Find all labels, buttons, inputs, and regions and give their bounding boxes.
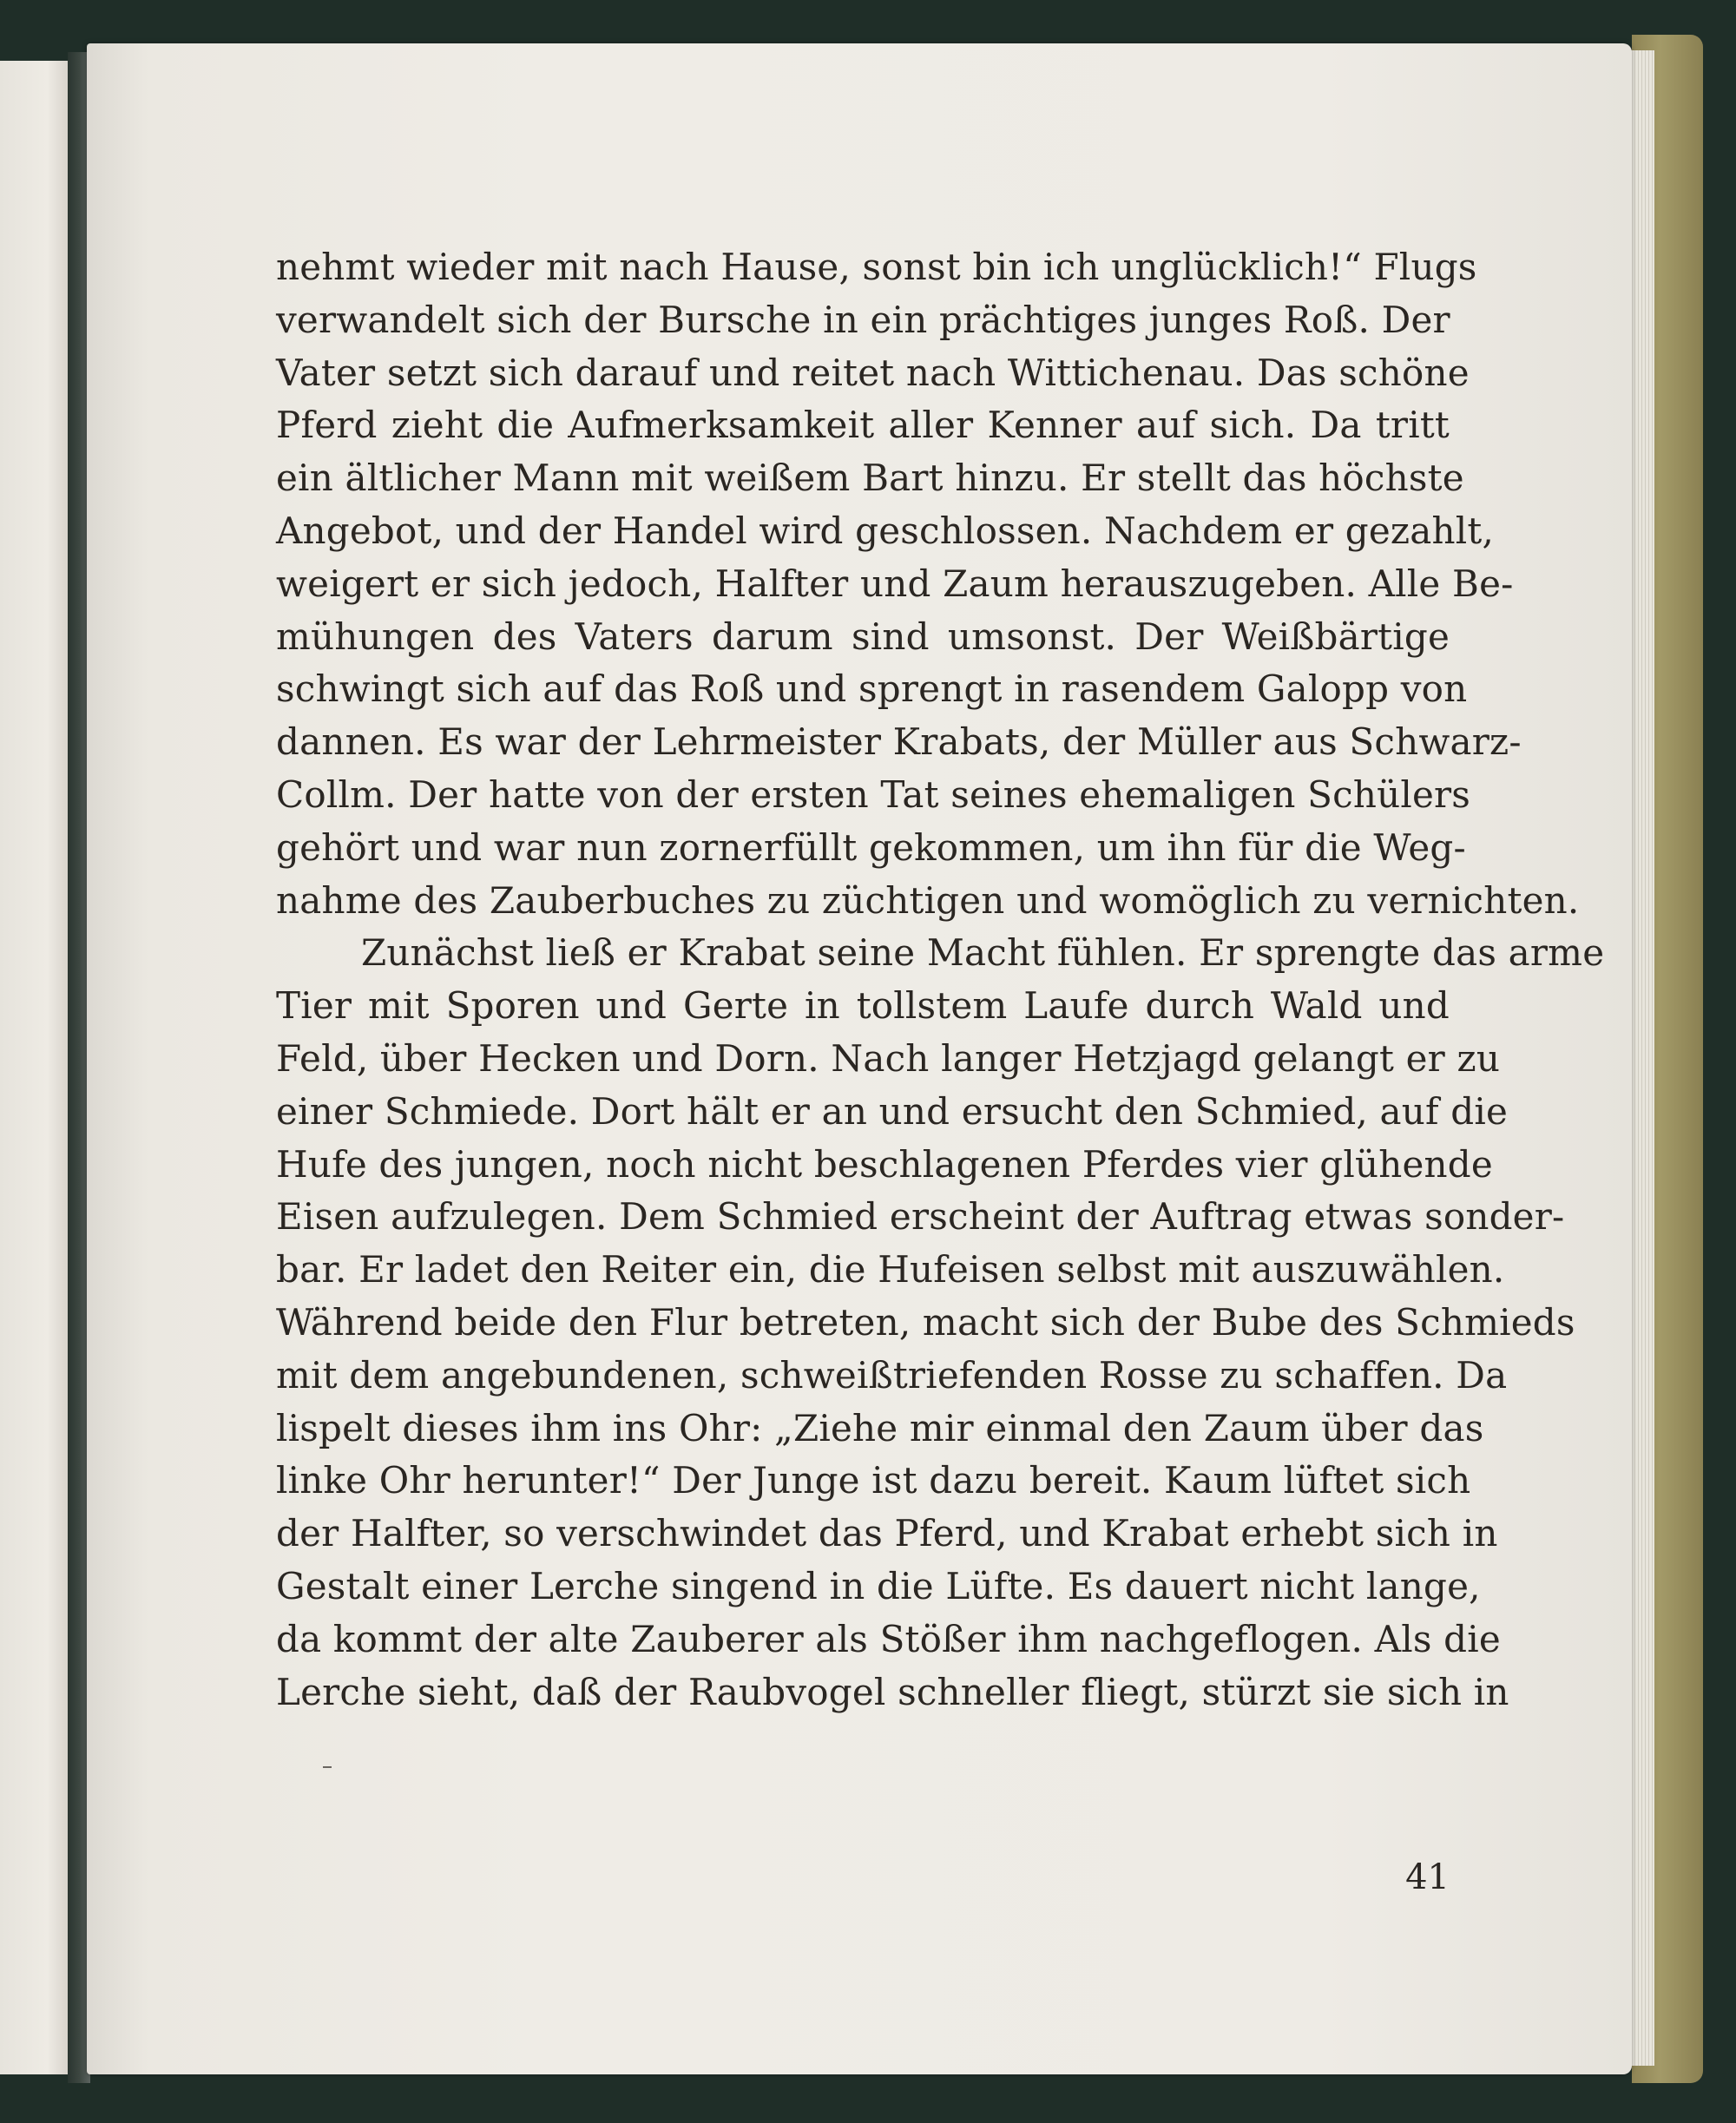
text-line: Vater setzt sich darauf und reitet nach Wittichenau. Das schöne	[276, 351, 1470, 394]
page-number: 41	[1405, 1857, 1450, 1897]
text-line: mühungen des Vaters darum sind umsonst. Der Weißbärtige	[276, 615, 1450, 658]
text-line: lispelt dieses ihm ins Ohr: „Ziehe mir einmal den Zaum über das	[276, 1406, 1484, 1449]
text-line: Eisen aufzulegen. Dem Schmied erscheint der Auftrag etwas sonder-	[276, 1195, 1565, 1239]
text-line: ein ältlicher Mann mit weißem Bart hinzu. Er stellt das höchste	[276, 457, 1464, 500]
text-line: Hufe des jungen, noch nicht beschlagenen Pferdes vier glühende	[276, 1142, 1493, 1186]
text-line: mit dem angebundenen, schweißtriefenden Rosse zu schaffen. Da	[276, 1353, 1508, 1397]
text-line: Feld, über Hecken und Dorn. Nach langer Hetzjagd gelangt er zu	[276, 1036, 1501, 1080]
text-line: weigert er sich jedoch, Halfter und Zaum herauszugeben. Alle Be-	[276, 562, 1514, 605]
text-line: da kommt der alte Zauberer als Stößer ihm nachgeflogen. Als die	[276, 1617, 1501, 1660]
margin-mark	[323, 1766, 332, 1768]
text-line: Angebot, und der Handel wird geschlossen. Nachdem er gezahlt,	[276, 509, 1494, 552]
text-line: schwingt sich auf das Roß und sprengt in rasendem Galopp von	[276, 667, 1468, 711]
text-line: verwandelt sich der Bursche in ein prächtiges junges Roß. Der	[276, 298, 1450, 341]
text-line: gehört und war nun zornerfüllt gekommen, um ihn für die Weg-	[276, 825, 1466, 869]
text-line: Während beide den Flur betreten, macht sich der Bube des Schmieds	[276, 1300, 1575, 1344]
text-line: Pferd zieht die Aufmerksamkeit aller Kenner auf sich. Da tritt	[276, 404, 1450, 447]
text-line: Gestalt einer Lerche singend in die Lüfte. Es dauert nicht lange,	[276, 1564, 1481, 1607]
text-line: nehmt wieder mit nach Hause, sonst bin ich unglücklich!“ Flugs	[276, 246, 1477, 288]
body-text	[276, 241, 1605, 1719]
text-line: linke Ohr herunter!“ Der Junge ist dazu bereit. Kaum lüftet sich	[276, 1459, 1471, 1502]
text-line: Lerche sieht, daß der Raubvogel schneller fliegt, stürzt sie sich in	[276, 1670, 1509, 1713]
text-line: der Halfter, so verschwindet das Pferd, und Krabat erhebt sich in	[276, 1512, 1498, 1555]
left-facing-page	[0, 61, 68, 2074]
text-line: Tier mit Sporen und Gerte in tollstem Laufe durch Wald und	[276, 984, 1450, 1028]
book-page	[87, 43, 1632, 2074]
paragraph-first-line: Zunächst ließ er Krabat seine Macht fühlen. Er sprengte das arme	[361, 931, 1605, 975]
text-line: nahme des Zauberbuches zu züchtigen und womöglich zu vernichten.	[276, 878, 1580, 922]
text-line: bar. Er ladet den Reiter ein, die Hufeisen selbst mit auszuwählen.	[276, 1248, 1505, 1292]
text-line: Collm. Der hatte von der ersten Tat seines ehemaligen Schülers	[276, 772, 1471, 816]
text-line: dannen. Es war der Lehrmeister Krabats, der Müller aus Schwarz-	[276, 720, 1522, 764]
text-line: einer Schmiede. Dort hält er an und ersucht den Schmied, auf die	[276, 1089, 1509, 1133]
